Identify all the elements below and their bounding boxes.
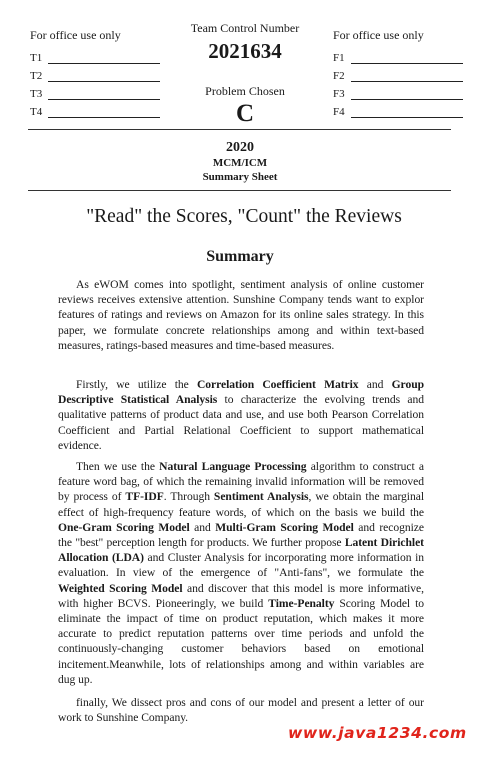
bold-term: Natural Language Processing	[159, 460, 307, 473]
text-run: and Cluster Analysis for incorporating more information in evaluation. In view of the emergence of "Anti-fans", we formulate the	[58, 551, 424, 580]
blank-line	[351, 106, 463, 118]
blank-line	[48, 106, 160, 118]
blank-line	[48, 88, 160, 100]
problem-letter: C	[235, 100, 255, 127]
watermark-text: www.java1234.com	[288, 724, 467, 742]
blank-line	[48, 52, 160, 64]
problem-block	[175, 83, 315, 128]
paper-title: "Read" the Scores, "Count" the Reviews	[86, 206, 402, 227]
office-field-f4	[333, 100, 463, 118]
blank-line	[351, 88, 463, 100]
summary-heading: Summary	[206, 248, 274, 265]
blank-line	[351, 52, 463, 64]
bold-term: Sentiment Analysis	[213, 490, 309, 504]
office-use-label-left: For office use only	[30, 28, 121, 42]
text-run: Then we use the	[76, 460, 160, 473]
sheet-name: Summary Sheet	[202, 171, 278, 183]
team-control-block	[175, 20, 315, 64]
summary-paragraph-4: finally, We dissect pros and cons of our model and present a letter of our work to Sunshine Company.	[58, 696, 424, 725]
office-field-t1	[30, 46, 160, 64]
sheet-info	[140, 139, 340, 184]
blank-line	[351, 70, 463, 82]
office-use-label-right: For office use only	[333, 28, 424, 42]
field-label: T2	[30, 70, 43, 82]
bold-term: Time-Penalty	[268, 596, 335, 610]
text-run: and	[189, 520, 216, 534]
field-label: T1	[30, 52, 43, 64]
text-run: Scoring Model to eliminate the impact of time on product reputation, which makes it more accurate to predict reputation patterns over time periods and unfold the continuously-changing customer behaviors based on emotional incitement.Meanwhile, lots of relationships among and within variables are dug up.	[58, 596, 424, 686]
bold-term: TF-IDF	[125, 490, 164, 504]
text-run: and recognize the "best" perception length for products. We further propose	[58, 520, 424, 550]
office-use-right	[333, 27, 463, 118]
office-field-t3	[30, 82, 160, 100]
bold-term: Group Descriptive Statistical Analysis	[58, 378, 424, 407]
field-label: T3	[30, 88, 43, 100]
bold-term: Latent Dirichlet Allocation (LDA)	[58, 536, 424, 565]
text-run: algorithm to construct a feature word bag, of which the remaining invalid information will be removed by process of	[58, 460, 424, 504]
problem-label: Problem Chosen	[205, 84, 285, 98]
text-run: and	[358, 378, 392, 391]
office-field-t4	[30, 100, 160, 118]
field-label: F3	[333, 88, 345, 100]
summary-paragraph-1: As eWOM comes into spotlight, sentiment analysis of online customer reviews receives extensive attention. Sunshine Company tends want to explor features of ratings and reviews on Amazon for its online sales strategy. In this paper, we formulate concrete relationships among and within text-based measures, ratings-based measures and time-based measures.	[58, 278, 424, 352]
bold-term: Multi-Gram Scoring Model	[215, 520, 354, 534]
header-divider	[28, 129, 451, 130]
field-label: T4	[30, 106, 43, 118]
text-run: , we obtain the marginal effect of high-frequency feature words, of which on the basis we build the	[58, 490, 424, 519]
field-label: F2	[333, 70, 345, 82]
team-number: 2021634	[208, 39, 282, 63]
sheet-divider	[28, 190, 451, 191]
office-field-t2	[30, 64, 160, 82]
summary-paragraph-3	[58, 459, 424, 687]
sheet-contest: MCM/ICM	[212, 157, 268, 169]
office-field-f2	[333, 64, 463, 82]
field-label: F4	[333, 106, 345, 118]
blank-line	[48, 70, 160, 82]
text-run: to characterize the evolving trends and qualitative patterns of product data and use, and use both Pearson Correlation Coefficient and Partial Relational Coefficient to support mathematical evidence.	[58, 393, 424, 452]
text-run: . Through	[163, 490, 214, 504]
bold-term: Correlation Coefficient Matrix	[196, 378, 359, 391]
office-use-left	[30, 27, 160, 118]
sheet-year: 2020	[226, 140, 254, 155]
text-run: Firstly, we utilize the	[76, 378, 197, 391]
office-field-f1	[333, 46, 463, 64]
text-run: and discover that this model is more informative, with higher BCVS. Pioneeringly, we build	[58, 581, 424, 610]
field-label: F1	[333, 52, 345, 64]
bold-term: One-Gram Scoring Model	[58, 520, 190, 534]
team-control-label: Team Control Number	[190, 21, 300, 35]
bold-term: Weighted Scoring Model	[58, 581, 183, 595]
summary-paragraph-2	[58, 377, 424, 453]
office-field-f3	[333, 82, 463, 100]
